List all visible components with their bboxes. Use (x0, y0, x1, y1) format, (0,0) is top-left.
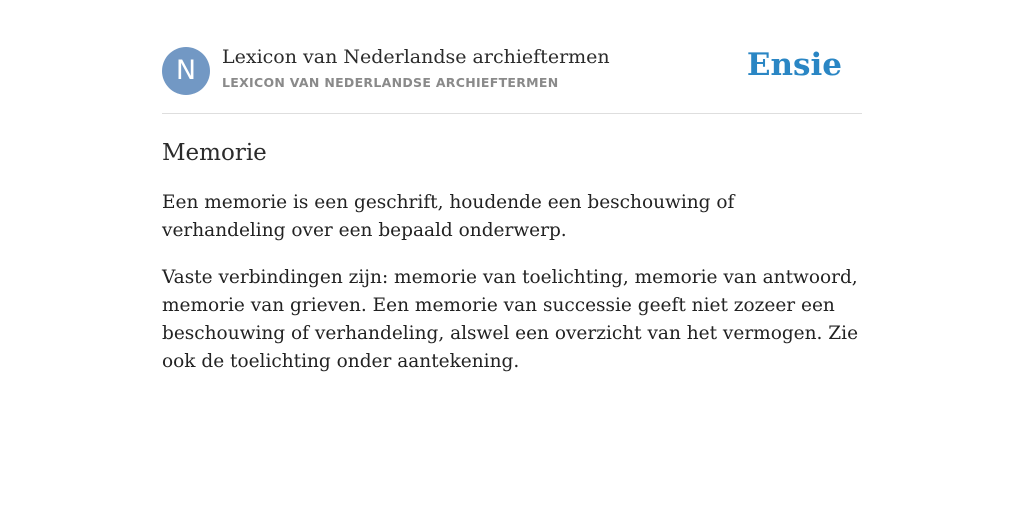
source-avatar[interactable]: N (162, 47, 210, 95)
source-header (162, 0, 862, 114)
source-title-link[interactable]: Lexicon van Nederlandse archieftermen (222, 46, 610, 68)
entry-title: Memorie (162, 140, 267, 166)
source-subtitle: LEXICON VAN NEDERLANDSE ARCHIEFTERMEN (222, 75, 559, 90)
page-container (162, 0, 862, 376)
entry-paragraph-usage: Vaste verbindingen zijn: memorie van toelichting, memorie van antwoord, memorie van grieven. Een memorie van successie geeft niet zozeer een beschouwing of verhandeling, alswel een overzicht van het vermogen. Zie ook de toelichting onder aantekening. (162, 267, 859, 372)
ensie-logo[interactable]: Ensie (746, 47, 842, 83)
entry-paragraph-definition: Een memorie is een geschrift, houdende een beschouwing of verhandeling over een bepaald onderwerp. (162, 192, 735, 241)
